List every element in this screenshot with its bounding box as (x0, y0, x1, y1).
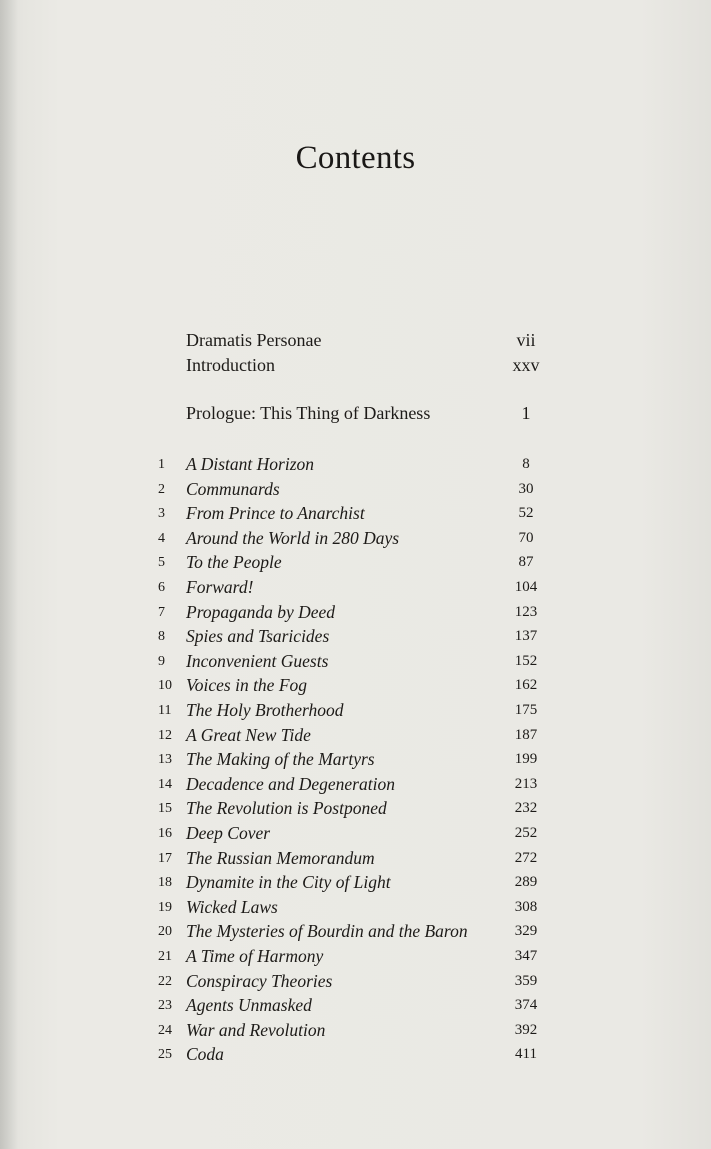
chapter-row (158, 651, 546, 675)
chapter-title: From Prince to Anarchist (186, 503, 365, 524)
chapter-title: Wicked Laws (186, 896, 278, 917)
chapter-row (158, 528, 546, 552)
chapter-number: 20 (158, 924, 172, 940)
chapter-title: Voices in the Fog (186, 675, 308, 696)
chapter-row (158, 971, 546, 995)
chapter-title: Conspiracy Theories (186, 970, 333, 991)
chapter-title: To the People (186, 552, 282, 573)
chapter-page-number: 199 (514, 751, 538, 768)
chapter-page-number: 30 (518, 480, 534, 497)
chapter-page-number: 8 (522, 456, 530, 472)
chapter-title: The Revolution is Postponed (186, 798, 387, 819)
chapter-title: The Mysteries of Bourdin and the Baron (186, 921, 468, 942)
chapter-title: A Time of Harmony (186, 946, 324, 966)
chapter-row (158, 1044, 546, 1068)
chapter-title: The Russian Memorandum (186, 847, 375, 868)
chapter-number: 13 (158, 752, 172, 768)
chapter-page-number: 123 (514, 603, 538, 620)
chapter-row (158, 798, 546, 822)
front-matter-row (186, 403, 546, 427)
chapter-number: 2 (158, 481, 165, 497)
chapter-number: 5 (158, 555, 165, 571)
chapter-page-number: 232 (514, 800, 538, 817)
front-matter-page: 1 (521, 403, 531, 423)
front-matter-label: Introduction (186, 355, 275, 375)
chapter-number: 19 (158, 899, 172, 915)
chapter-row (158, 872, 546, 896)
chapter-page-number: 104 (514, 579, 538, 595)
chapter-number: 4 (158, 530, 165, 546)
chapter-number: 12 (158, 727, 172, 743)
chapter-title: Around the World in 280 Days (186, 527, 400, 548)
chapter-page-number: 411 (515, 1046, 537, 1063)
chapter-number: 24 (158, 1022, 172, 1038)
chapter-page-number: 272 (514, 849, 538, 866)
chapter-page-number: 374 (514, 997, 538, 1014)
chapter-page-number: 359 (514, 972, 538, 989)
chapter-page-number: 347 (514, 948, 538, 964)
chapter-title: War and Revolution (186, 1019, 326, 1040)
chapter-row (158, 552, 546, 576)
chapter-title: Coda (186, 1044, 224, 1065)
chapter-title: Spies and Tsaricides (186, 626, 330, 647)
chapter-title: Deep Cover (186, 823, 271, 843)
chapter-row (158, 897, 546, 921)
chapter-number: 8 (158, 629, 165, 645)
page-title: Contents (295, 140, 416, 176)
chapter-title: Agents Unmasked (186, 995, 312, 1016)
chapter-title: Propaganda by Deed (186, 601, 336, 622)
chapter-row (158, 626, 546, 650)
chapter-page-number: 392 (514, 1021, 538, 1038)
front-matter-row (186, 355, 546, 379)
chapter-row (158, 774, 546, 798)
chapter-row (158, 700, 546, 724)
chapter-page-number: 213 (514, 775, 538, 792)
chapter-row (158, 1020, 546, 1044)
front-matter-page: xxv (512, 355, 540, 375)
front-matter-row (186, 330, 546, 354)
chapter-row (158, 946, 546, 970)
chapter-title: Communards (186, 478, 280, 499)
chapter-row (158, 503, 546, 527)
chapter-page-number: 152 (514, 652, 538, 669)
chapter-number: 10 (158, 678, 172, 694)
chapter-row (158, 602, 546, 626)
front-matter-page: vii (516, 330, 536, 350)
chapter-number: 11 (158, 703, 172, 718)
chapter-page-number: 289 (514, 874, 538, 891)
chapter-title: A Distant Horizon (186, 454, 315, 474)
chapter-page-number: 252 (514, 825, 538, 841)
chapter-row (158, 479, 546, 503)
chapter-number: 1 (158, 457, 165, 472)
chapter-title: Decadence and Degeneration (186, 773, 395, 794)
chapter-row (158, 995, 546, 1019)
chapter-row (158, 921, 546, 945)
chapter-title: Dynamite in the City of Light (186, 872, 391, 893)
chapter-row (158, 454, 546, 478)
chapter-page-number: 52 (518, 505, 534, 522)
chapter-row (158, 823, 546, 847)
chapter-number: 23 (158, 998, 172, 1014)
chapter-title: The Making of the Martyrs (186, 749, 375, 770)
chapter-number: 9 (158, 653, 165, 669)
front-matter-label: Prologue: This Thing of Darkness (186, 403, 431, 423)
chapter-page-number: 329 (514, 923, 538, 940)
chapter-page-number: 175 (514, 702, 538, 718)
chapter-row (158, 749, 546, 773)
chapter-row (158, 577, 546, 601)
chapter-row (158, 675, 546, 699)
chapter-title: The Holy Brotherhood (186, 700, 344, 720)
chapter-number: 25 (158, 1047, 172, 1063)
chapter-title: Inconvenient Guests (186, 650, 329, 671)
chapter-number: 21 (158, 949, 172, 964)
chapter-page-number: 308 (514, 898, 538, 915)
chapter-number: 22 (158, 973, 172, 989)
chapter-number: 3 (158, 506, 165, 522)
chapter-page-number: 187 (514, 726, 538, 743)
chapter-number: 18 (158, 875, 172, 891)
chapter-page-number: 70 (518, 529, 534, 546)
chapter-row (158, 848, 546, 872)
chapter-number: 7 (158, 604, 165, 620)
chapter-row (158, 725, 546, 749)
chapter-page-number: 162 (514, 677, 538, 694)
front-matter-label: Dramatis Personae (186, 330, 322, 350)
chapter-number: 15 (158, 801, 172, 817)
chapter-title: Forward! (186, 577, 254, 597)
chapter-title: A Great New Tide (186, 724, 311, 745)
chapter-number: 17 (158, 850, 172, 866)
chapter-number: 16 (158, 826, 172, 841)
chapter-page-number: 87 (518, 554, 534, 571)
chapter-number: 6 (158, 580, 165, 595)
chapter-number: 14 (158, 776, 172, 792)
chapter-page-number: 137 (514, 628, 538, 645)
